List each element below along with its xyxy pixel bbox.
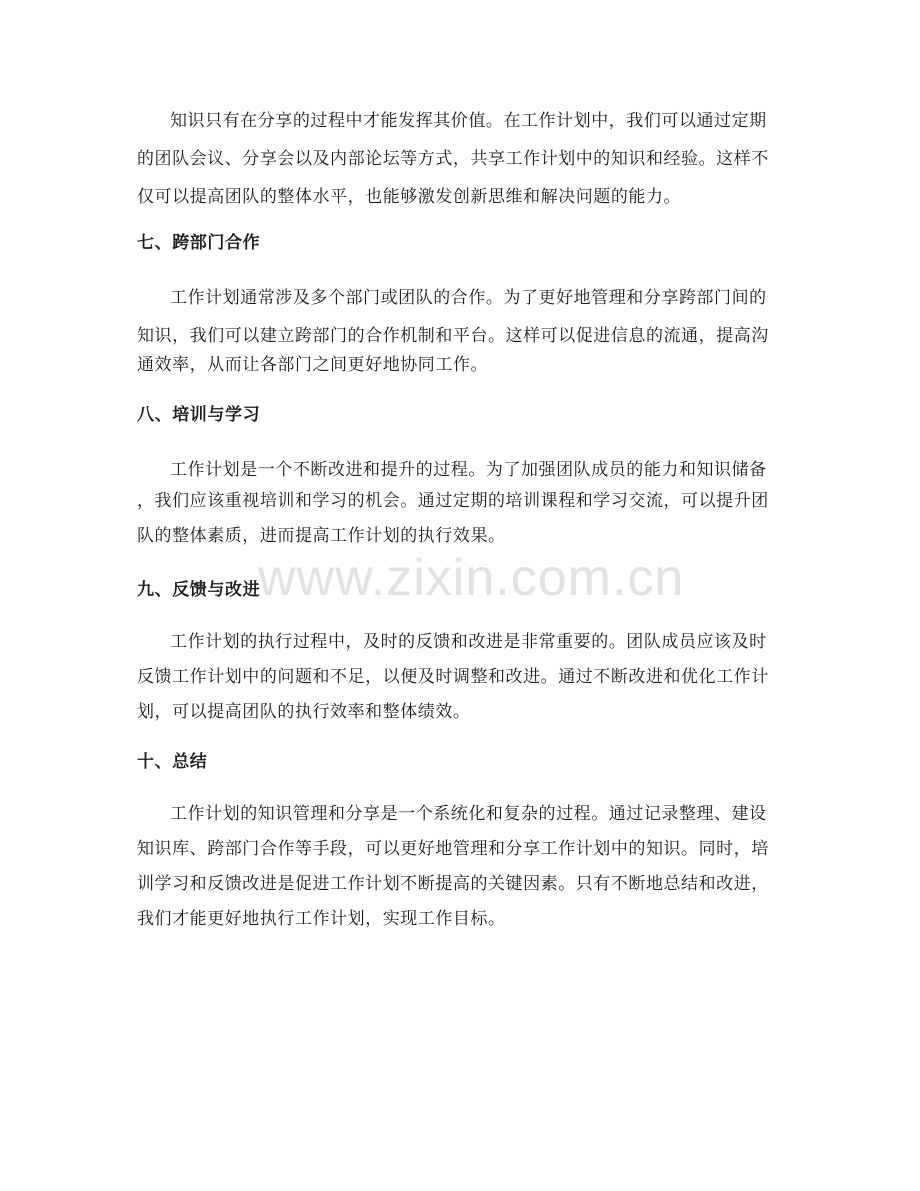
paragraph-line: 反馈工作计划中的问题和不足，以便及时调整和改进。通过不断改进和优化工作计	[137, 667, 769, 687]
paragraph-line: 仅可以提高团队的整体水平，也能够激发创新思维和解决问题的能力。	[137, 187, 682, 207]
paragraph-line: 工作计划通常涉及多个部门或团队的合作。为了更好地管理和分享跨部门间的	[170, 288, 767, 308]
paragraph-line: 工作计划是一个不断改进和提升的过程。为了加强团队成员的能力和知识储备	[170, 460, 767, 480]
paragraph-line: 通效率，从而让各部门之间更好地协同工作。	[137, 355, 488, 375]
paragraph-line: 知识库、跨部门合作等手段，可以更好地管理和分享工作计划中的知识。同时，培	[137, 839, 769, 859]
paragraph-line: ，我们应该重视培训和学习的机会。通过定期的培训课程和学习交流，可以提升团	[137, 491, 769, 511]
section-heading: 九、反馈与改进	[137, 580, 261, 600]
section-heading: 十、总结	[137, 752, 208, 772]
paragraph-line: 划，可以提高团队的执行效率和整体绩效。	[137, 702, 471, 722]
watermark-text: www.zixin.com.cn	[258, 549, 685, 607]
paragraph-line: 知识只有在分享的过程中才能发挥其价值。在工作计划中，我们可以通过定期	[170, 111, 767, 131]
paragraph-line: 训学习和反馈改进是促进工作计划不断提高的关键因素。只有不断地总结和改进，	[137, 874, 769, 894]
section-heading: 八、培训与学习	[137, 405, 261, 425]
paragraph-line: 我们才能更好地执行工作计划，实现工作目标。	[137, 909, 506, 929]
paragraph-line: 的团队会议、分享会以及内部论坛等方式，共享工作计划中的知识和经验。这样不	[137, 149, 769, 169]
section-heading: 七、跨部门合作	[137, 233, 261, 253]
paragraph-line: 知识，我们可以建立跨部门的合作机制和平台。这样可以促进信息的流通，提高沟	[137, 326, 769, 346]
paragraph-line: 工作计划的执行过程中，及时的反馈和改进是非常重要的。团队成员应该及时	[170, 632, 767, 652]
paragraph-line: 工作计划的知识管理和分享是一个系统化和复杂的过程。通过记录整理、建设	[170, 804, 767, 824]
paragraph-line: 队的整体素质，进而提高工作计划的执行效果。	[137, 526, 506, 546]
